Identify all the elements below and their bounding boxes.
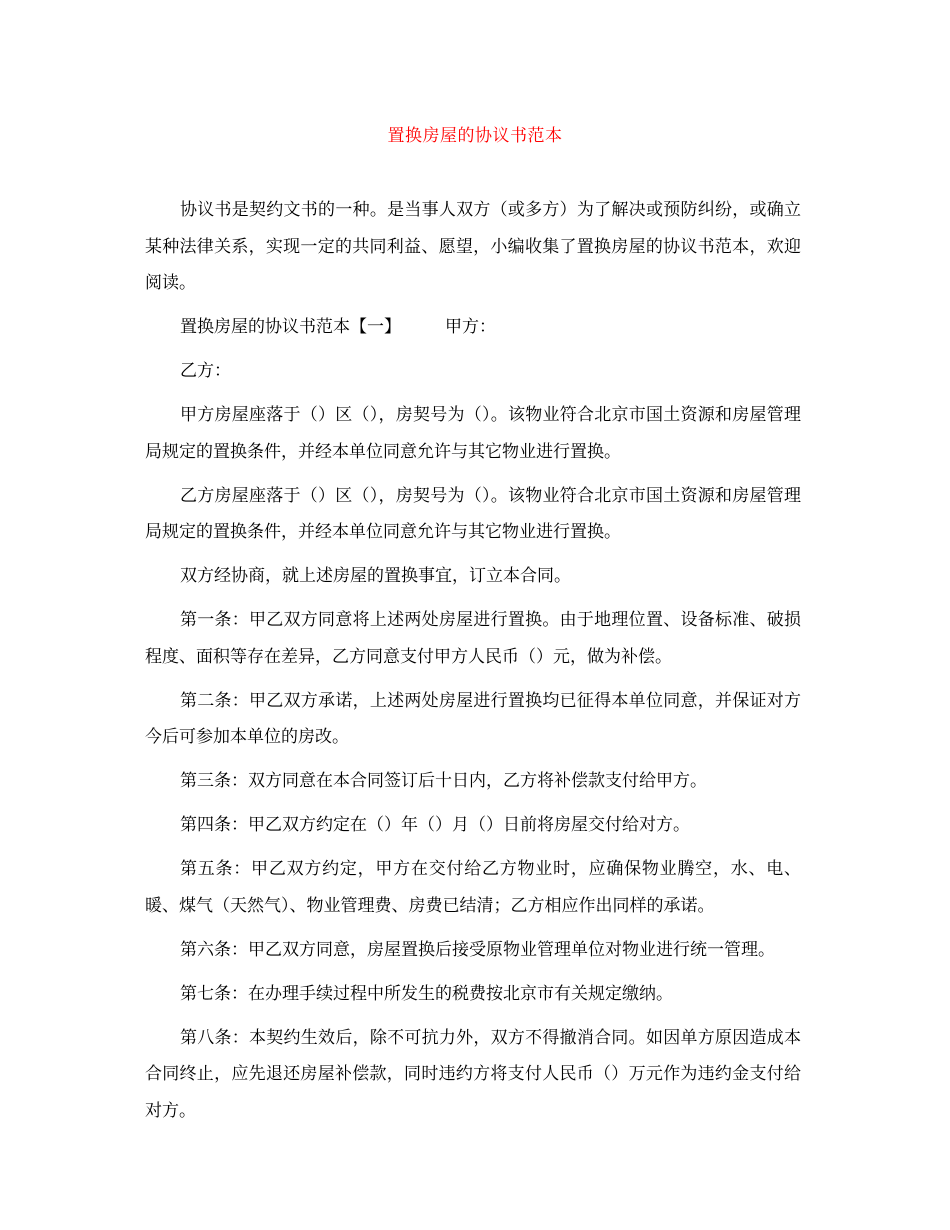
- document-title: 置换房屋的协议书范本: [387, 126, 563, 146]
- article-7: 第七条：在办理手续过程中所发生的税费按北京市有关规定缴纳。: [180, 983, 673, 1004]
- agreement-intro-paragraph: 双方经协商，就上述房屋的置换事宜，订立本合同。: [180, 566, 571, 586]
- article-5: 第五条：甲乙双方约定，甲方在交付给乙方物业时，应确保物业腾空，水、电、暖、煤气（天然气）、物业管理费、房费已结清；乙方相应作出同样的承诺。: [145, 859, 801, 916]
- article-4: 第四条：甲乙双方约定在（）年（）月（）日前将房屋交付给对方。: [180, 815, 690, 835]
- sample-heading: 置换房屋的协议书范本【一】: [180, 317, 401, 337]
- document-body: [145, 192, 801, 1137]
- article-6: 第六条：甲乙双方同意，房屋置换后接受原物业管理单位对物业进行统一管理。: [180, 939, 775, 960]
- intro-paragraph: 协议书是契约文书的一种。是当事人双方（或多方）为了解决或预防纠纷，或确立某种法律关系，实现一定的共同利益、愿望，小编收集了置换房屋的协议书范本，欢迎阅读。: [145, 200, 801, 293]
- article-8: 第八条：本契约生效后，除不可抗力外，双方不得撤消合同。如因单方原因造成本合同终止，应先退还房屋补偿款，同时违约方将支付人民币（）万元作为违约金支付给对方。: [145, 1027, 801, 1121]
- party-b-label: 乙方：: [180, 361, 231, 381]
- article-3: 第三条：双方同意在本合同签订后十日内，乙方将补偿款支付给甲方。: [180, 771, 707, 791]
- article-1: 第一条：甲乙双方同意将上述两处房屋进行置换。由于地理位置、设备标准、破损程度、面积等存在差异，乙方同意支付甲方人民币（）元，做为补偿。: [145, 610, 801, 667]
- article-2: 第二条：甲乙双方承诺，上述两处房屋进行置换均已征得本单位同意，并保证对方今后可参加本单位的房改。: [145, 690, 801, 747]
- party-a-label: 甲方：: [445, 317, 496, 337]
- sample-heading-line: [145, 309, 801, 346]
- party-a-property-paragraph: 甲方房屋座落于（）区（），房契号为（）。该物业符合北京市国土资源和房屋管理局规定的置换条件，并经本单位同意允许与其它物业进行置换。: [145, 405, 801, 462]
- party-b-property-paragraph: 乙方房屋座落于（）区（），房契号为（）。该物业符合北京市国土资源和房屋管理局规定的置换条件，并经本单位同意允许与其它物业进行置换。: [145, 485, 801, 542]
